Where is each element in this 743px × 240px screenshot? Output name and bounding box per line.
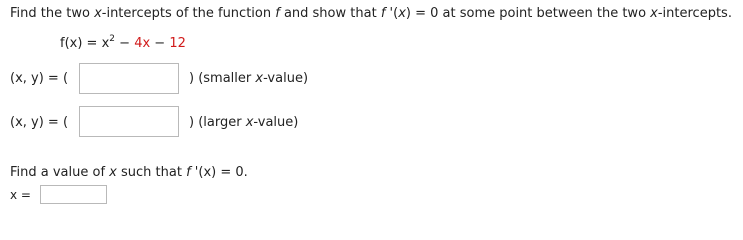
- smaller-intercept-input[interactable]: [79, 63, 179, 94]
- x-equals-label: x =: [10, 188, 31, 202]
- larger-intercept-suffix: ) (larger x-value): [189, 115, 299, 130]
- larger-intercept-input[interactable]: [79, 106, 179, 137]
- question-text: Find the two x-intercepts of the function f and show that f '(x) = 0 at some point between the two x-intercepts.: [10, 6, 732, 21]
- point-label-smaller: (x, y) = (: [10, 71, 69, 86]
- x-value-input[interactable]: [40, 185, 107, 204]
- point-label-larger: (x, y) = (: [10, 115, 69, 130]
- smaller-intercept-suffix: ) (smaller x-value): [189, 71, 309, 86]
- function-definition: $f(x) = x^2 - 4x - 12$: [60, 34, 186, 51]
- part2-question: Find a value of x such that f '(x) = 0.: [10, 165, 248, 180]
